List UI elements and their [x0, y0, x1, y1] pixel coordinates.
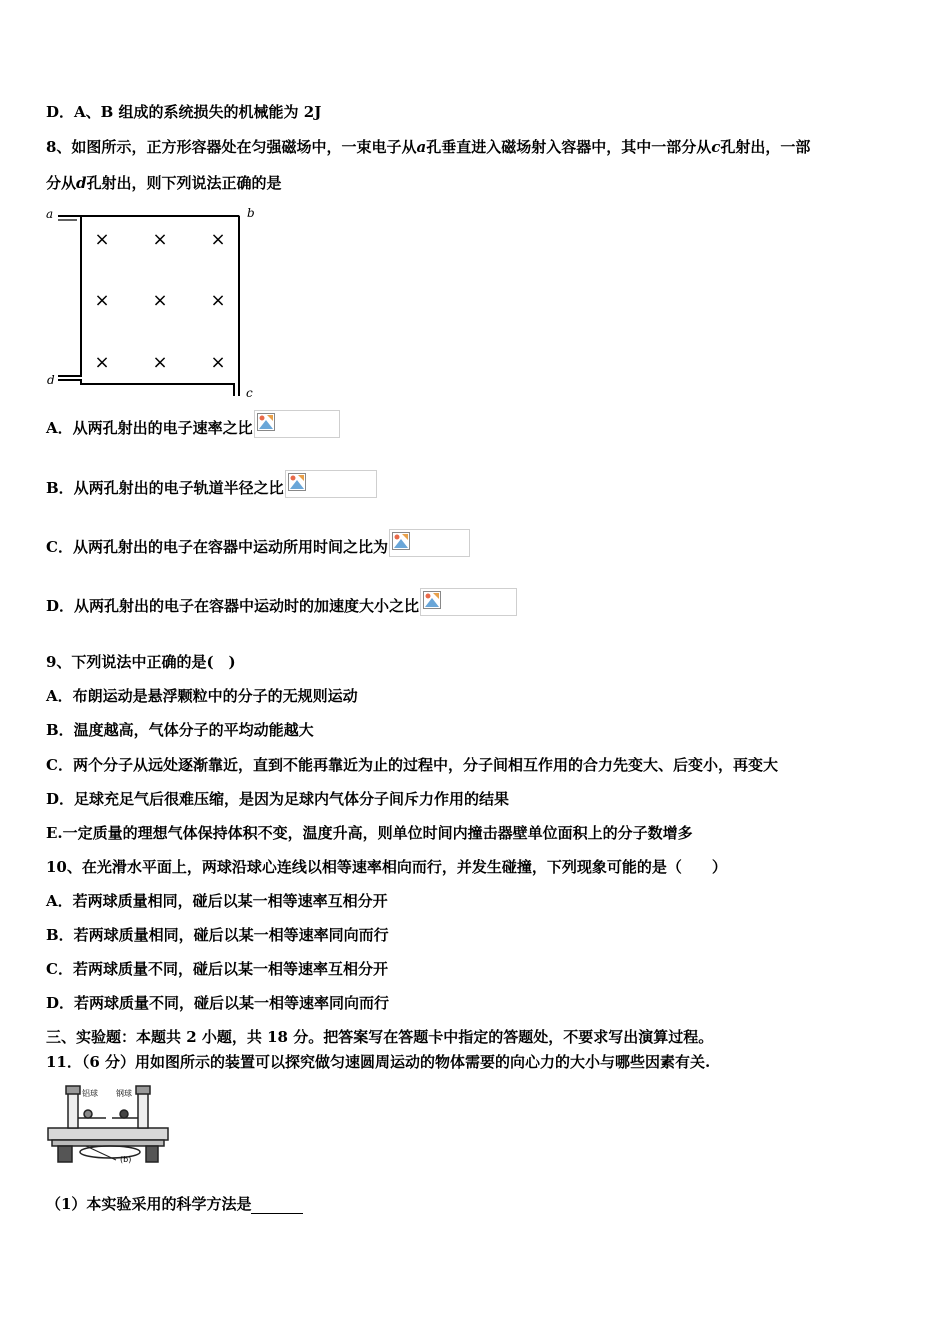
formula-image-placeholder [254, 410, 340, 438]
q10-option-d: D．若两球质量不同，碰后以某一相等速率同向而行 [46, 994, 390, 1012]
q8-stem-line1 [46, 137, 810, 157]
q8-stem-part3: 孔射出，一部 [720, 138, 811, 156]
q8-label-d: d [47, 373, 55, 387]
field-cross-mark: × [94, 352, 110, 373]
q11-sub1 [46, 1194, 303, 1214]
q10-option-a: A．若两球质量相同，碰后以某一相等速率互相分开 [46, 892, 388, 910]
q9-stem: 9、下列说法中正确的是( ) [46, 653, 236, 671]
answer-blank[interactable] [251, 1197, 303, 1214]
formula-image-placeholder [389, 529, 470, 557]
q8-option-c-text: C．从两孔射出的电子在容器中运动所用时间之比为 [46, 538, 388, 556]
q10-stem: 10、在光滑水平面上，两球沿球心连线以相等速率相向而行，并发生碰撞，下列现象可能的是（ ） [46, 858, 727, 876]
q8-stem-part1: 8、如图所示，正方形容器处在匀强磁场中，一束电子从 [46, 138, 417, 156]
q11-label-bottom: (b) [120, 1155, 132, 1164]
q8-option-d-text: D．从两孔射出的电子在容器中运动时的加速度大小之比 [46, 597, 420, 615]
q10-option-c: C．若两球质量不同，碰后以某一相等速率互相分开 [46, 960, 388, 978]
field-cross-mark: × [152, 352, 168, 373]
q8-option-c [46, 529, 470, 557]
q8-hole-c: c [711, 138, 721, 156]
q8-magnetic-field-figure [44, 204, 264, 404]
q8-option-a [46, 410, 340, 438]
field-cross-mark: × [94, 229, 110, 250]
q11-stem: 11．（6 分）用如图所示的装置可以探究做匀速圆周运动的物体需要的向心力的大小与哪些因素有关. [46, 1053, 711, 1071]
q8-option-b [46, 470, 377, 498]
q9-option-c: C．两个分子从远处逐渐靠近，直到不能再靠近为止的过程中，分子间相互作用的合力先变大、后变小，再变大 [46, 756, 778, 774]
broken-image-icon [257, 413, 275, 431]
field-cross-mark: × [94, 290, 110, 311]
q7-option-d: D．A、B 组成的系统损失的机械能为 2J [46, 103, 322, 121]
q8-label-a: a [46, 207, 54, 221]
broken-image-icon [392, 532, 410, 550]
q8-hole-d: d [76, 174, 87, 192]
q8-option-b-text: B．从两孔射出的电子轨道半径之比 [46, 479, 284, 497]
section3-heading: 三、实验题：本题共 2 小题，共 18 分。把答案写在答题卡中指定的答题处，不要求写出演算过程。 [46, 1028, 714, 1046]
q9-option-e: E.一定质量的理想气体保持体积不变，温度升高，则单位时间内撞击器壁单位面积上的分子数增多 [46, 824, 693, 842]
q8-option-a-text: A．从两孔射出的电子速率之比 [46, 419, 253, 437]
field-cross-mark: × [152, 290, 168, 311]
q8-stem-line2 [46, 173, 282, 193]
formula-image-placeholder [420, 588, 517, 616]
q10-option-b: B．若两球质量相同，碰后以某一相等速率同向而行 [46, 926, 389, 944]
broken-image-icon [423, 591, 441, 609]
q8-label-c: c [246, 386, 253, 400]
q8-stem-line2-part1: 分从 [46, 174, 77, 192]
q11-label-left: 铝球 [82, 1089, 98, 1098]
q8-hole-a: a [416, 138, 427, 156]
q11-sub1-text: （1）本实验采用的科学方法是 [46, 1195, 252, 1213]
q8-stem-part2: 孔垂直进入磁场射入容器中，其中一部分从 [426, 138, 712, 156]
field-cross-mark: × [152, 229, 168, 250]
field-cross-mark: × [210, 290, 226, 311]
q8-option-d [46, 588, 517, 616]
q11-apparatus-figure [46, 1082, 172, 1166]
q9-option-d: D．足球充足气后很难压缩，是因为足球内气体分子间斥力作用的结果 [46, 790, 510, 808]
field-cross-mark: × [210, 229, 226, 250]
field-cross-mark: × [210, 352, 226, 373]
q9-option-b: B．温度越高，气体分子的平均动能越大 [46, 721, 314, 739]
q11-label-right: 钢球 [116, 1089, 132, 1098]
formula-image-placeholder [285, 470, 377, 498]
q8-stem-line2-part2: 孔射出，则下列说法正确的是 [86, 174, 282, 192]
q9-option-a: A．布朗运动是悬浮颗粒中的分子的无规则运动 [46, 687, 358, 705]
q8-label-b: b [247, 206, 255, 220]
broken-image-icon [288, 473, 306, 491]
